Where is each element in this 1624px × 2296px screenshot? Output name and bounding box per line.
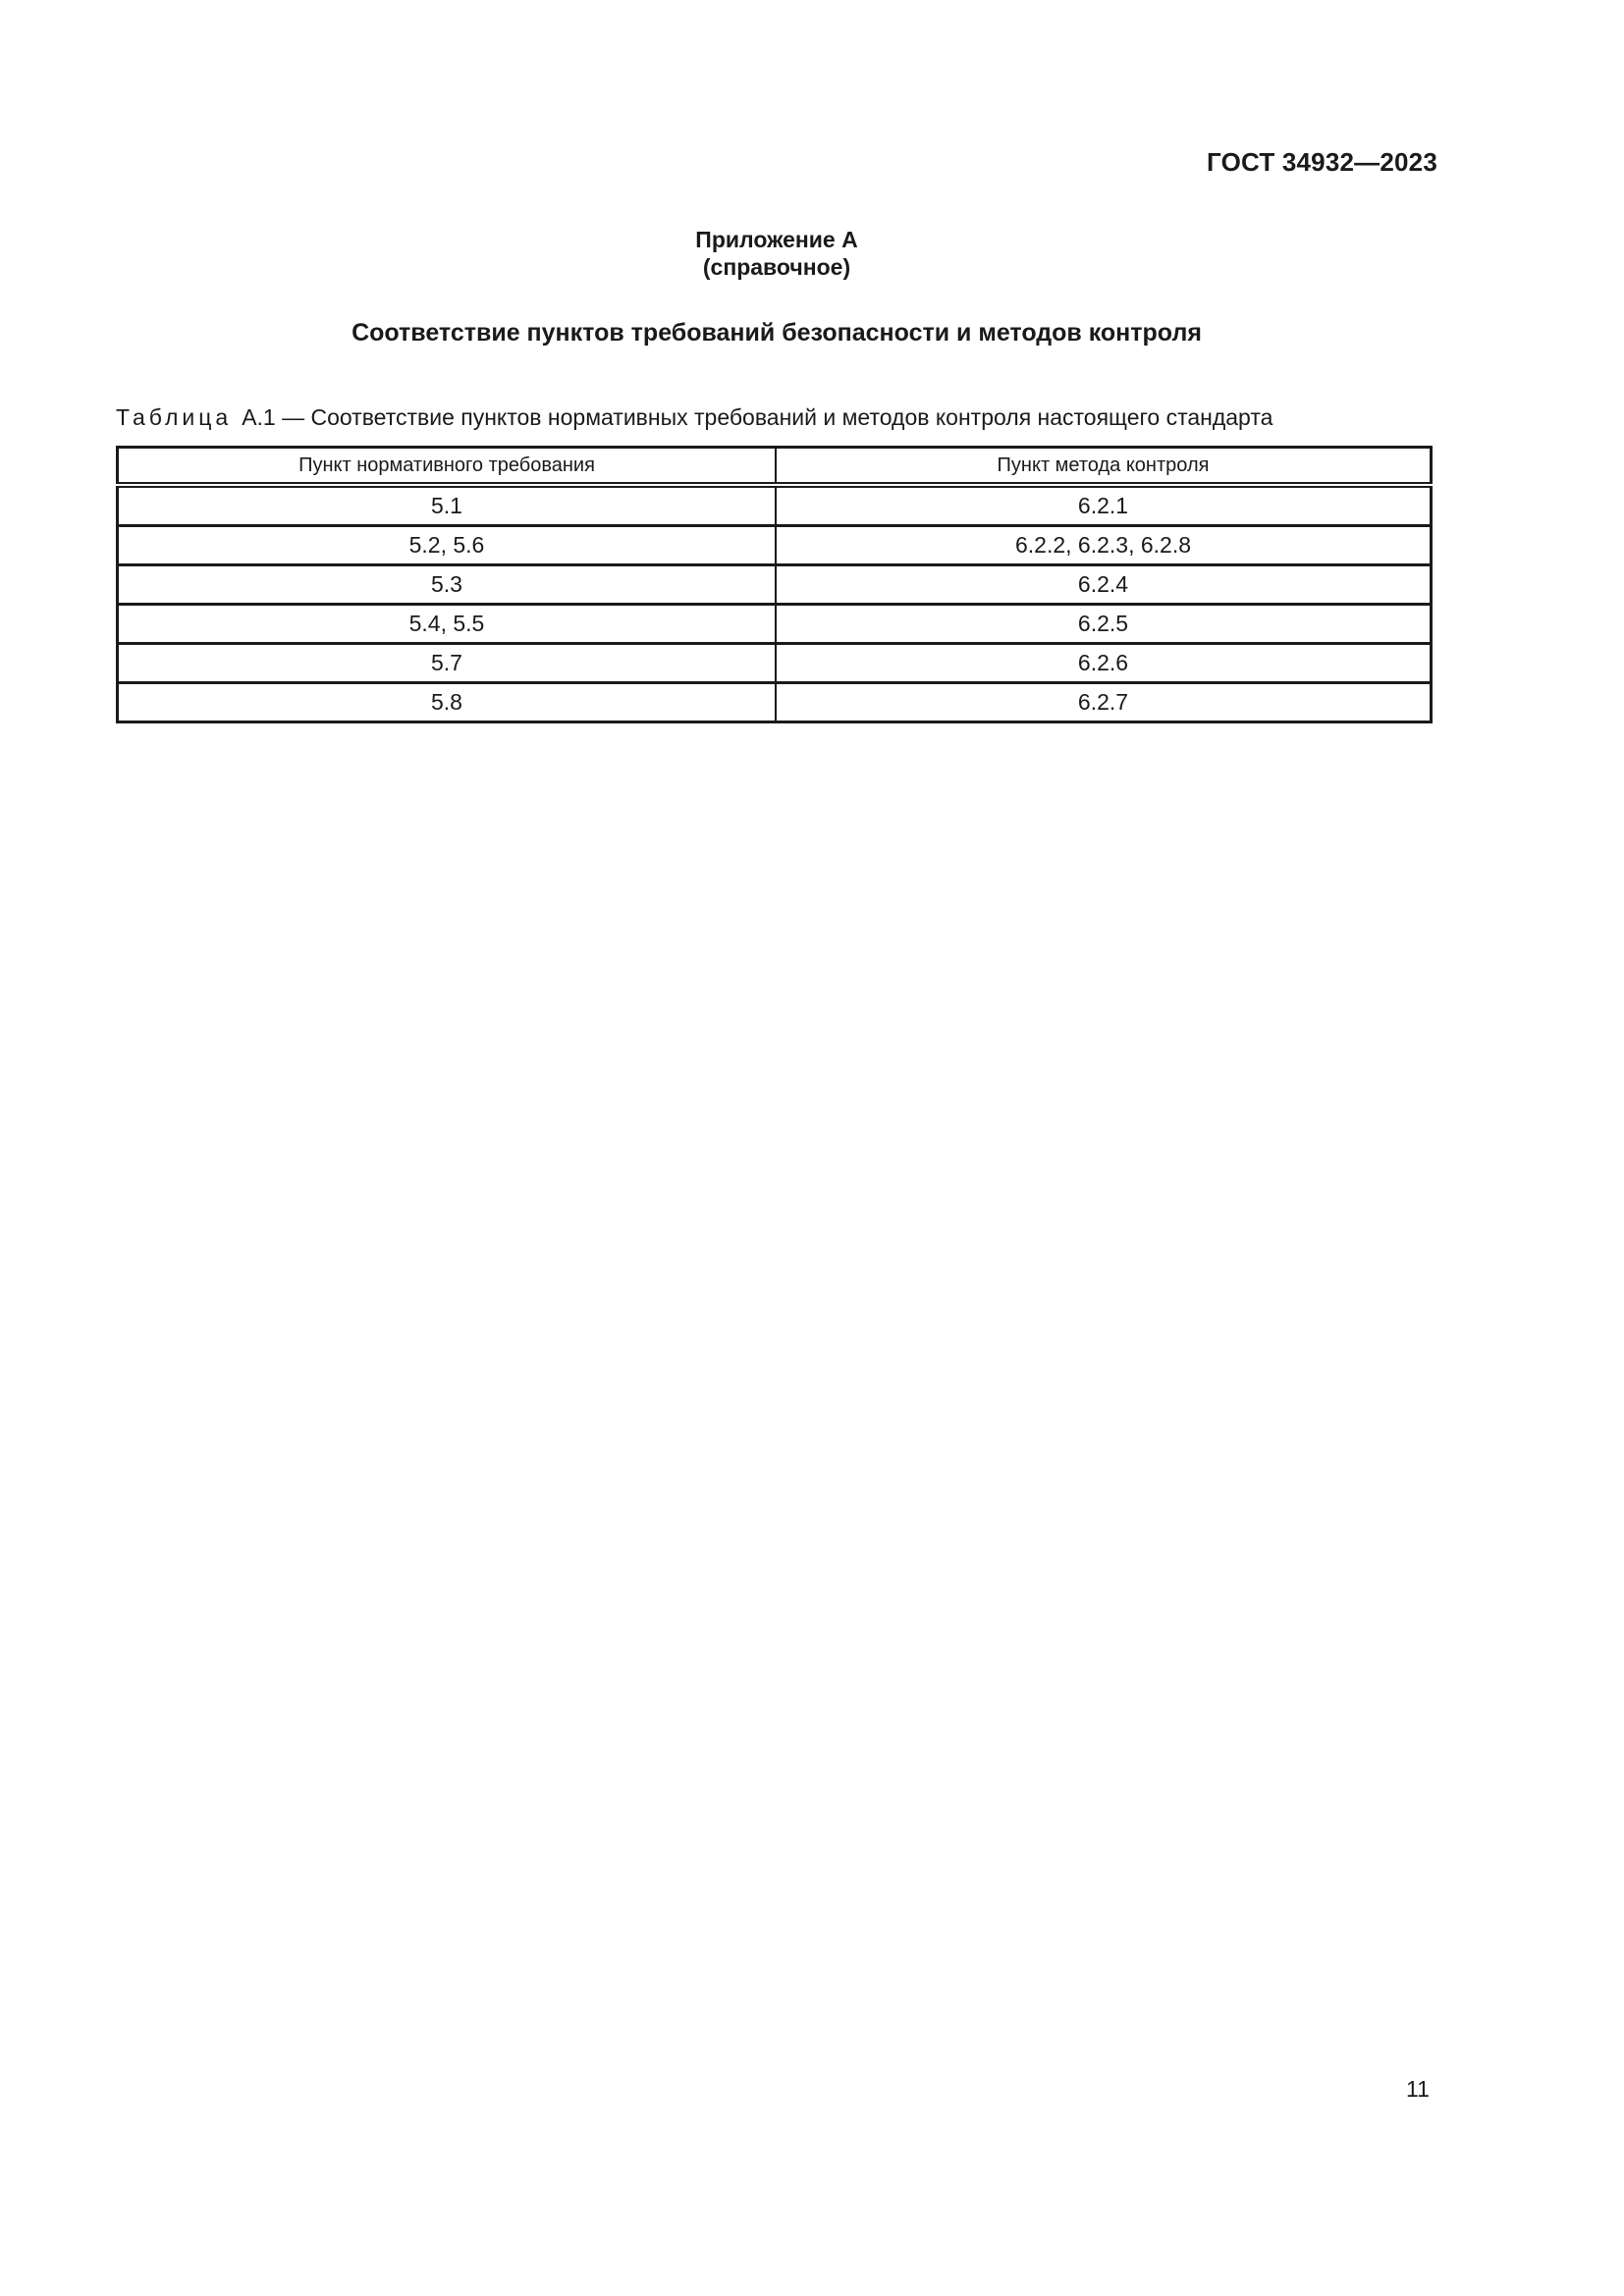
table-row xyxy=(118,683,1432,722)
control-method-cell: 6.2.4 xyxy=(776,565,1432,605)
table-caption-label: Таблица xyxy=(116,404,233,430)
control-method-cell: 6.2.7 xyxy=(776,683,1432,722)
document-code: ГОСТ 34932—2023 xyxy=(1207,147,1437,177)
appendix-heading xyxy=(0,226,1553,281)
table-header-row xyxy=(118,448,1432,486)
requirement-cell: 5.1 xyxy=(118,485,777,526)
table-caption-text: А.1 — Соответствие пунктов нормативных требований и методов контроля настоящего стандарта xyxy=(242,404,1273,430)
requirement-cell: 5.2, 5.6 xyxy=(118,526,777,565)
requirement-cell: 5.8 xyxy=(118,683,777,722)
control-method-cell: 6.2.5 xyxy=(776,605,1432,644)
correspondence-table xyxy=(116,446,1433,723)
requirement-cell: 5.4, 5.5 xyxy=(118,605,777,644)
table-row xyxy=(118,565,1432,605)
table-row xyxy=(118,485,1432,526)
column-header-requirement: Пункт нормативного требования xyxy=(118,448,777,486)
section-title: Соответствие пунктов требований безопасности и методов контроля xyxy=(352,319,1202,347)
appendix-type: (справочное) xyxy=(702,254,851,280)
page-number: 11 xyxy=(1406,2076,1430,2102)
requirement-cell: 5.7 xyxy=(118,644,777,683)
table-row xyxy=(118,605,1432,644)
requirement-cell: 5.3 xyxy=(118,565,777,605)
control-method-cell: 6.2.2, 6.2.3, 6.2.8 xyxy=(776,526,1432,565)
table-caption xyxy=(116,404,1272,431)
table-row xyxy=(118,526,1432,565)
column-header-control-method: Пункт метода контроля xyxy=(776,448,1432,486)
control-method-cell: 6.2.6 xyxy=(776,644,1432,683)
control-method-cell: 6.2.1 xyxy=(1077,493,1129,518)
appendix-title: Приложение А xyxy=(695,227,858,252)
table-row xyxy=(118,644,1432,683)
